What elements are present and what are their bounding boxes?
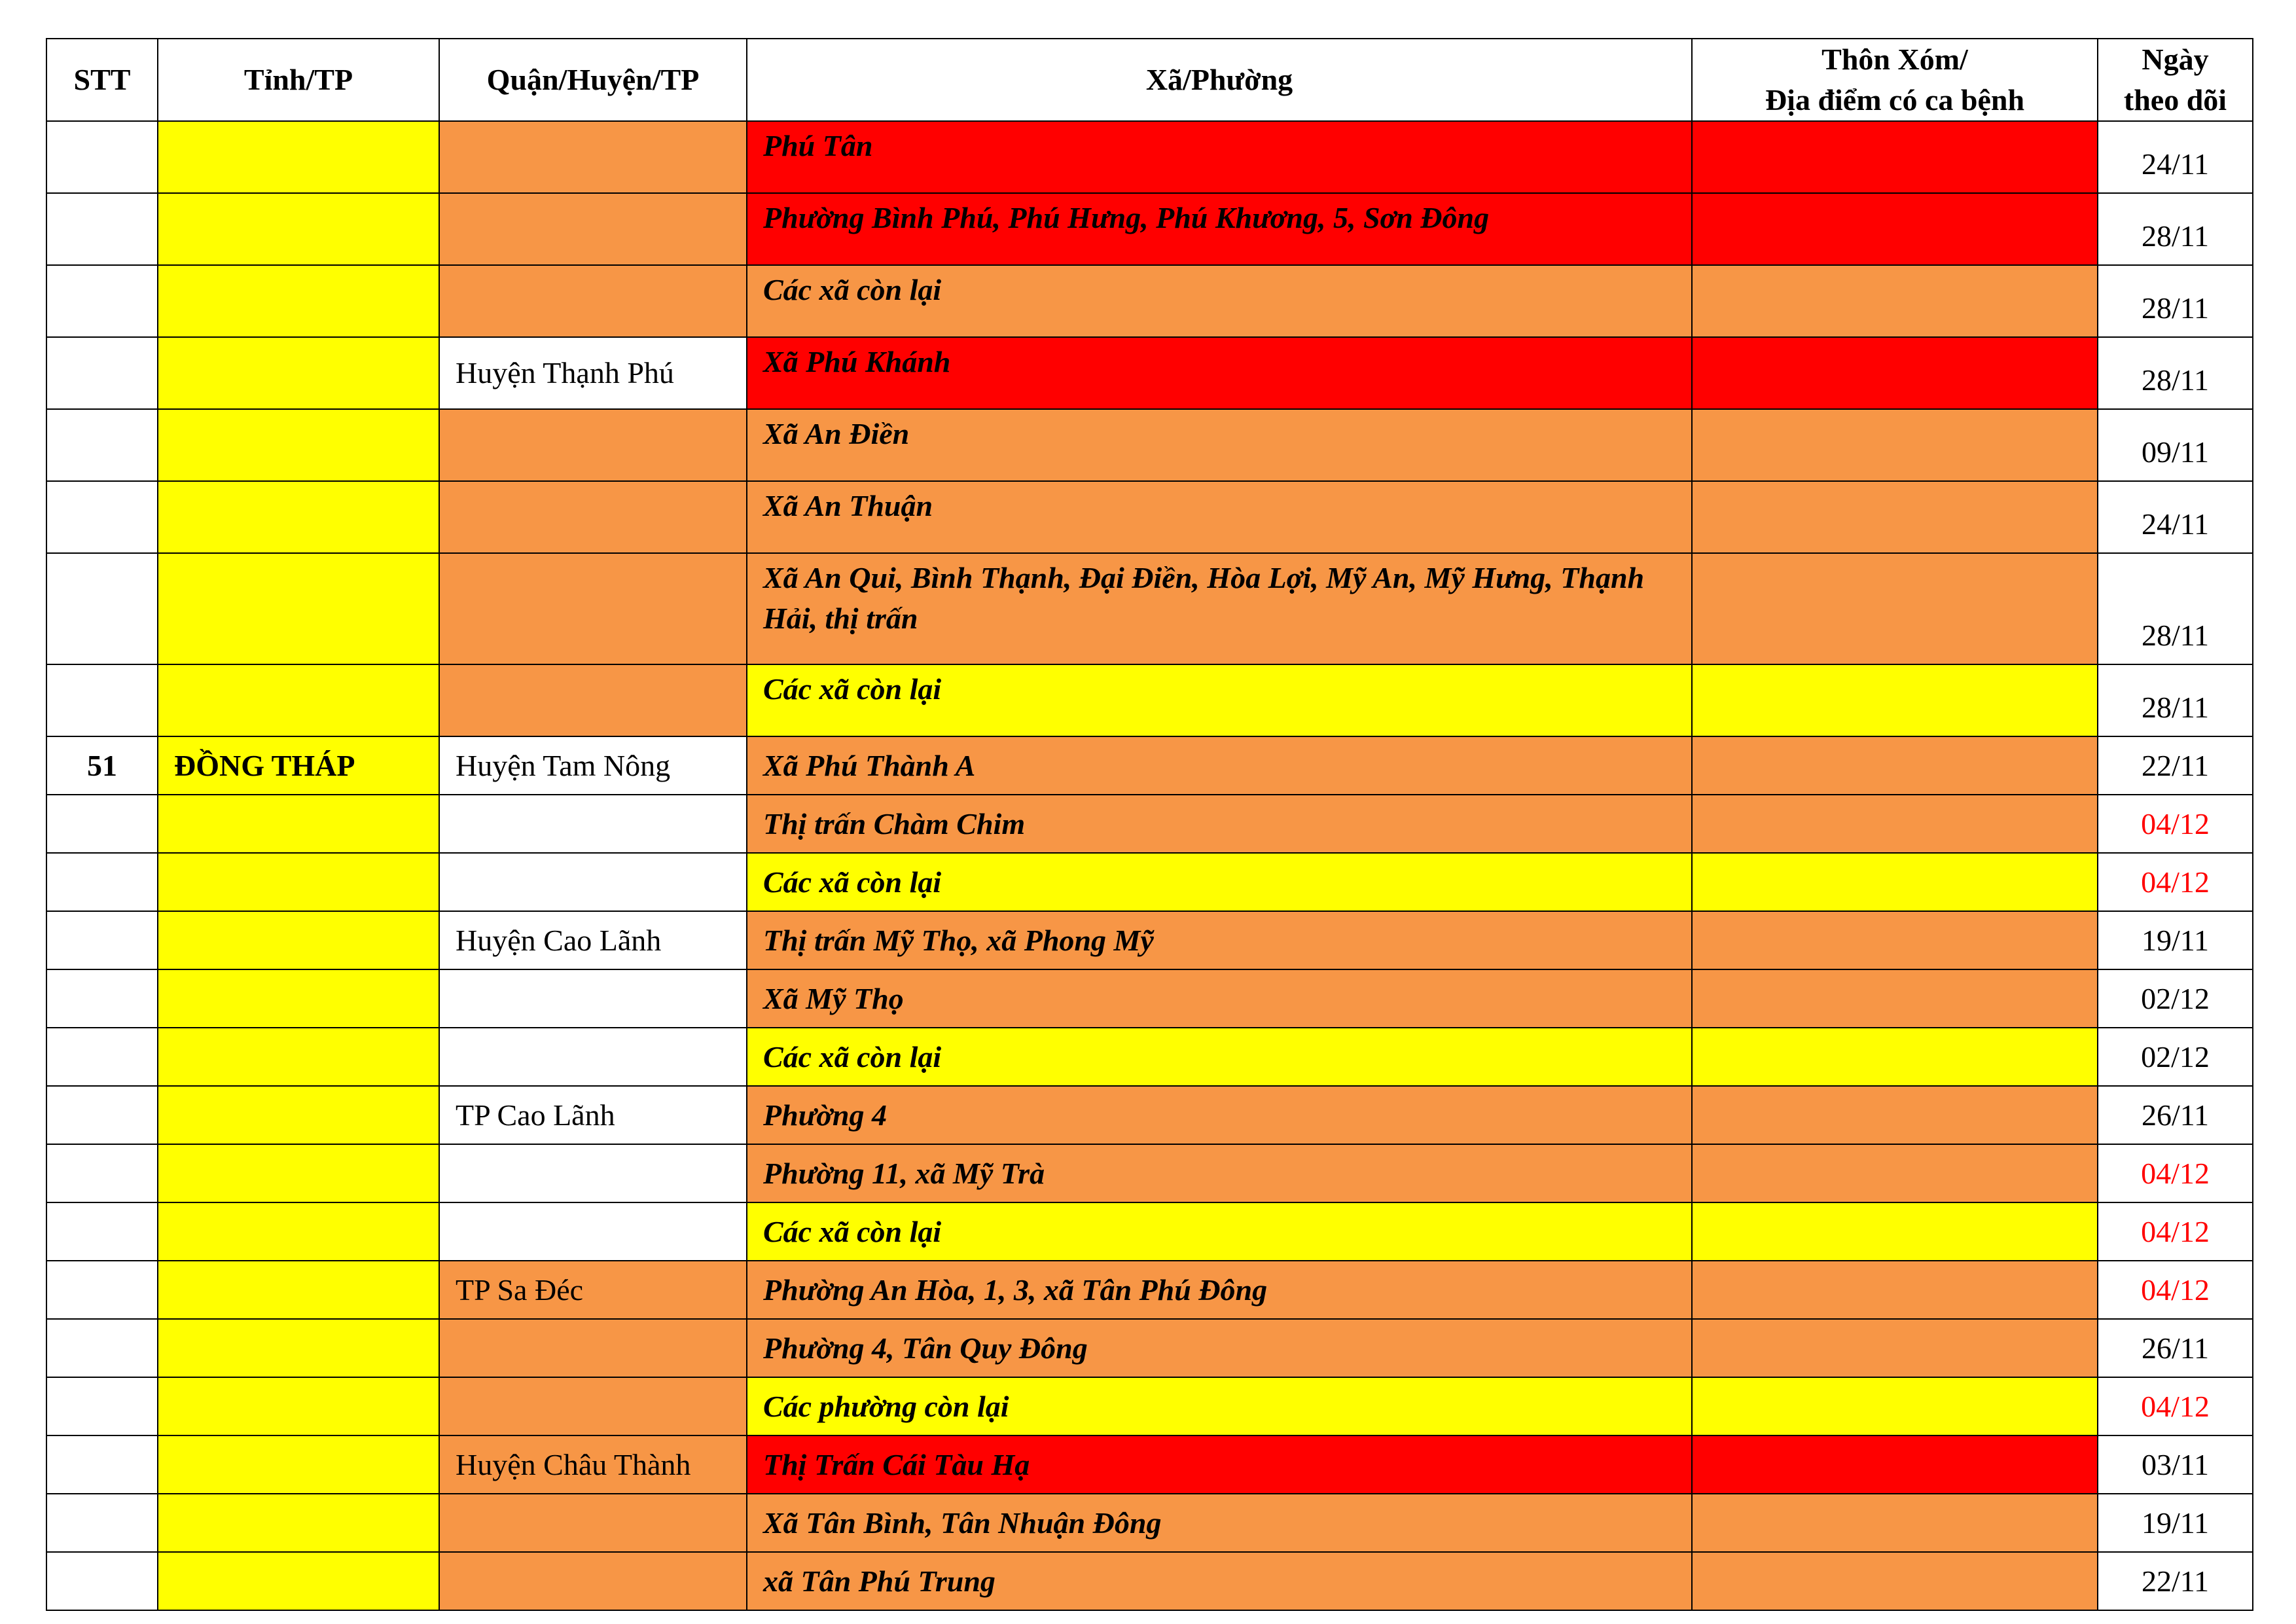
cell-village [1692, 736, 2098, 795]
cell-village [1692, 553, 2098, 664]
cell-village [1692, 481, 2098, 553]
cell-ward: Các xã còn lại [747, 265, 1692, 337]
cell-ward: Xã Tân Bình, Tân Nhuận Đông [747, 1494, 1692, 1552]
cell-ward: Phường Bình Phú, Phú Hưng, Phú Khương, 5, Sơn Đông [747, 193, 1692, 265]
table-row [46, 969, 2253, 1028]
cell-ward: Các xã còn lại [747, 853, 1692, 911]
header-date-line1: Ngày [2142, 43, 2209, 76]
cell-date: 19/11 [2098, 1494, 2253, 1552]
table-row [46, 1435, 2253, 1494]
cell-village [1692, 1494, 2098, 1552]
header-village [1692, 39, 2098, 121]
cell-district [439, 969, 747, 1028]
cell-stt: 51 [46, 736, 158, 795]
cell-province [158, 553, 439, 664]
cell-ward: Xã An Điền [747, 409, 1692, 481]
cell-district: Huyện Tam Nông [439, 736, 747, 795]
cell-province [158, 1377, 439, 1435]
cell-stt [46, 1319, 158, 1377]
cell-province [158, 969, 439, 1028]
cell-province [158, 1494, 439, 1552]
cell-province [158, 1261, 439, 1319]
table-row [46, 911, 2253, 969]
table-row [46, 664, 2253, 736]
cell-ward: Xã Phú Khánh [747, 337, 1692, 409]
cell-province [158, 1435, 439, 1494]
cell-date: 22/11 [2098, 736, 2253, 795]
header-village-line2: Địa điểm có ca bệnh [1765, 83, 2025, 117]
cell-district: Huyện Châu Thành [439, 1435, 747, 1494]
cell-village [1692, 911, 2098, 969]
cell-province [158, 1319, 439, 1377]
cell-date: 02/12 [2098, 1028, 2253, 1086]
cell-stt [46, 193, 158, 265]
cell-date: 28/11 [2098, 265, 2253, 337]
table-row [46, 1377, 2253, 1435]
cell-date: 28/11 [2098, 553, 2253, 664]
cell-date: 02/12 [2098, 969, 2253, 1028]
cell-province [158, 853, 439, 911]
cell-province [158, 193, 439, 265]
cell-district: Huyện Thạnh Phú [439, 337, 747, 409]
cell-stt [46, 121, 158, 193]
cell-village [1692, 664, 2098, 736]
header-district: Quận/Huyện/TP [439, 39, 747, 121]
cell-village [1692, 1435, 2098, 1494]
cell-village [1692, 409, 2098, 481]
cell-province [158, 1028, 439, 1086]
cell-date: 24/11 [2098, 121, 2253, 193]
cell-ward: Các xã còn lại [747, 1028, 1692, 1086]
cell-stt [46, 1435, 158, 1494]
cell-ward: Phường 4, Tân Quy Đông [747, 1319, 1692, 1377]
cell-province: ĐỒNG THÁP [158, 736, 439, 795]
cell-village [1692, 1261, 2098, 1319]
table-row [46, 553, 2253, 664]
cell-date: 28/11 [2098, 193, 2253, 265]
cell-ward: Thị Trấn Cái Tàu Hạ [747, 1435, 1692, 1494]
header-village-line1: Thôn Xóm/ [1821, 43, 1968, 76]
cell-district [439, 853, 747, 911]
cell-province [158, 1144, 439, 1202]
cell-stt [46, 853, 158, 911]
cell-district [439, 1319, 747, 1377]
cell-village [1692, 853, 2098, 911]
cell-ward: Phường 11, xã Mỹ Trà [747, 1144, 1692, 1202]
cell-date: 24/11 [2098, 481, 2253, 553]
cell-village [1692, 193, 2098, 265]
cell-district [439, 1202, 747, 1261]
header-date [2098, 39, 2253, 121]
cell-date: 04/12 [2098, 853, 2253, 911]
cell-province [158, 664, 439, 736]
cell-village [1692, 795, 2098, 853]
cell-district: TP Cao Lãnh [439, 1086, 747, 1144]
table-row [46, 1319, 2253, 1377]
cell-ward: Các xã còn lại [747, 1202, 1692, 1261]
cell-district [439, 409, 747, 481]
cell-stt [46, 911, 158, 969]
cell-district [439, 664, 747, 736]
cell-ward: Phường An Hòa, 1, 3, xã Tân Phú Đông [747, 1261, 1692, 1319]
cell-date: 04/12 [2098, 1202, 2253, 1261]
table-body [46, 121, 2253, 1610]
cell-date: 22/11 [2098, 1552, 2253, 1610]
cell-ward: xã Tân Phú Trung [747, 1552, 1692, 1610]
cell-district [439, 481, 747, 553]
cell-village [1692, 1319, 2098, 1377]
cell-village [1692, 1086, 2098, 1144]
cell-district [439, 1028, 747, 1086]
cell-province [158, 1086, 439, 1144]
cell-district [439, 1552, 747, 1610]
cell-province [158, 481, 439, 553]
cell-ward: Thị trấn Mỹ Thọ, xã Phong Mỹ [747, 911, 1692, 969]
cell-stt [46, 337, 158, 409]
risk-level-table [46, 38, 2253, 1611]
table-row [46, 1202, 2253, 1261]
header-province: Tỉnh/TP [158, 39, 439, 121]
cell-ward: Các phường còn lại [747, 1377, 1692, 1435]
header-ward: Xã/Phường [747, 39, 1692, 121]
cell-ward: Xã Phú Thành A [747, 736, 1692, 795]
cell-ward: Xã Mỹ Thọ [747, 969, 1692, 1028]
cell-district [439, 1494, 747, 1552]
cell-village [1692, 265, 2098, 337]
table-row [46, 1494, 2253, 1552]
cell-district [439, 265, 747, 337]
cell-village [1692, 1377, 2098, 1435]
table-row [46, 795, 2253, 853]
cell-date: 04/12 [2098, 1144, 2253, 1202]
header-stt: STT [46, 39, 158, 121]
cell-ward: Thị trấn Chàm Chim [747, 795, 1692, 853]
cell-ward: Các xã còn lại [747, 664, 1692, 736]
cell-stt [46, 1494, 158, 1552]
cell-district [439, 193, 747, 265]
table-row [46, 1028, 2253, 1086]
cell-ward: Xã An Qui, Bình Thạnh, Đại Điền, Hòa Lợi, Mỹ An, Mỹ Hưng, Thạnh Hải, thị trấn [747, 553, 1692, 664]
cell-date: 04/12 [2098, 795, 2253, 853]
cell-date: 26/11 [2098, 1319, 2253, 1377]
cell-village [1692, 1144, 2098, 1202]
cell-district: TP Sa Đéc [439, 1261, 747, 1319]
cell-date: 28/11 [2098, 337, 2253, 409]
cell-date: 19/11 [2098, 911, 2253, 969]
cell-ward: Phú Tân [747, 121, 1692, 193]
cell-province [158, 1552, 439, 1610]
table-row [46, 265, 2253, 337]
table-row [46, 1144, 2253, 1202]
cell-province [158, 409, 439, 481]
cell-stt [46, 409, 158, 481]
cell-province [158, 121, 439, 193]
cell-stt [46, 1377, 158, 1435]
cell-date: 26/11 [2098, 1086, 2253, 1144]
cell-village [1692, 121, 2098, 193]
cell-stt [46, 795, 158, 853]
cell-stt [46, 1552, 158, 1610]
cell-province [158, 337, 439, 409]
table-row [46, 409, 2253, 481]
cell-stt [46, 481, 158, 553]
cell-province [158, 1202, 439, 1261]
cell-stt [46, 969, 158, 1028]
cell-ward: Phường 4 [747, 1086, 1692, 1144]
cell-date: 04/12 [2098, 1261, 2253, 1319]
cell-district [439, 121, 747, 193]
header-date-line2: theo dõi [2123, 83, 2227, 117]
table-row [46, 193, 2253, 265]
cell-date: 04/12 [2098, 1377, 2253, 1435]
cell-ward: Xã An Thuận [747, 481, 1692, 553]
cell-district [439, 553, 747, 664]
table-row [46, 337, 2253, 409]
table-row [46, 121, 2253, 193]
cell-stt [46, 1144, 158, 1202]
cell-stt [46, 553, 158, 664]
cell-stt [46, 1202, 158, 1261]
table-row [46, 1261, 2253, 1319]
table-header [46, 39, 2253, 121]
cell-village [1692, 1552, 2098, 1610]
table-row [46, 1552, 2253, 1610]
header-row [46, 39, 2253, 121]
table-row [46, 1086, 2253, 1144]
cell-date: 28/11 [2098, 664, 2253, 736]
cell-province [158, 265, 439, 337]
cell-stt [46, 265, 158, 337]
cell-village [1692, 969, 2098, 1028]
cell-stt [46, 1086, 158, 1144]
table-row [46, 853, 2253, 911]
cell-district [439, 1377, 747, 1435]
cell-stt [46, 1028, 158, 1086]
cell-village [1692, 1202, 2098, 1261]
document-sheet [46, 38, 2253, 1611]
table-row [46, 736, 2253, 795]
table-row [46, 481, 2253, 553]
cell-province [158, 911, 439, 969]
cell-date: 09/11 [2098, 409, 2253, 481]
cell-district: Huyện Cao Lãnh [439, 911, 747, 969]
cell-date: 03/11 [2098, 1435, 2253, 1494]
cell-district [439, 795, 747, 853]
cell-province [158, 795, 439, 853]
cell-district [439, 1144, 747, 1202]
cell-village [1692, 337, 2098, 409]
cell-village [1692, 1028, 2098, 1086]
cell-stt [46, 664, 158, 736]
cell-stt [46, 1261, 158, 1319]
